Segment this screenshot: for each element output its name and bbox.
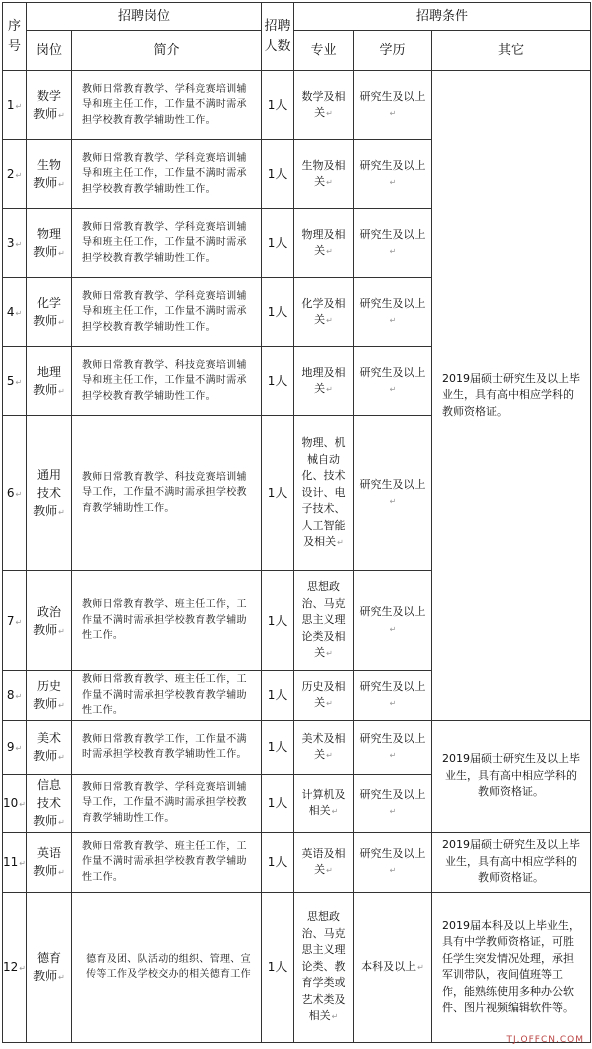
header-other: 其它 bbox=[432, 31, 591, 71]
row-number: 7↵ bbox=[3, 571, 27, 671]
other-requirement-group-1: 2019届硕士研究生及以上毕业生，具有高中相应学科的教师资格证。 bbox=[432, 71, 591, 721]
education-requirement: 研究生及以上↵ bbox=[354, 832, 432, 892]
recruit-count: 1人 bbox=[262, 892, 294, 1042]
post-name: 政治教师↵ bbox=[27, 571, 72, 671]
row-number: 5↵ bbox=[3, 347, 27, 416]
paragraph-mark: ↵ bbox=[15, 744, 23, 753]
recruit-count: 1人 bbox=[262, 278, 294, 347]
row-number: 12↵ bbox=[3, 892, 27, 1042]
post-description: 教师日常教育教学、班主任工作，工作量不满时需承担学校教育教学辅助性工作。 bbox=[72, 671, 262, 721]
paragraph-mark: ↵ bbox=[58, 508, 65, 517]
education-requirement: 本科及以上↵ bbox=[354, 892, 432, 1042]
major-requirement: 物理、机械自动化、技术设计、电子技术、人工智能及相关↵ bbox=[294, 416, 354, 571]
post-name: 通用技术教师↵ bbox=[27, 416, 72, 571]
header-intro: 简介 bbox=[72, 31, 262, 71]
education-requirement: 研究生及以上↵ bbox=[354, 571, 432, 671]
education-requirement: 研究生及以上↵ bbox=[354, 671, 432, 721]
post-description: 教师日常教育教学、科技竞赛培训辅导工作，工作量不满时需承担学校教育教学辅助性工作。 bbox=[72, 416, 262, 571]
row-number: 6↵ bbox=[3, 416, 27, 571]
row-number: 8↵ bbox=[3, 671, 27, 721]
paragraph-mark: ↵ bbox=[15, 378, 23, 387]
paragraph-mark: ↵ bbox=[15, 692, 23, 702]
paragraph-mark: ↵ bbox=[389, 699, 397, 709]
major-requirement: 思想政治、马克思主义理论类、教育学类或艺术类及相关↵ bbox=[294, 892, 354, 1042]
table-row bbox=[3, 71, 591, 140]
education-requirement: 研究生及以上↵ bbox=[354, 347, 432, 416]
recruit-count: 1人 bbox=[262, 832, 294, 892]
education-requirement: 研究生及以上↵ bbox=[354, 774, 432, 832]
table-row bbox=[3, 892, 591, 1042]
paragraph-mark: ↵ bbox=[389, 178, 397, 187]
paragraph-mark: ↵ bbox=[19, 800, 26, 809]
recruit-count: 1人 bbox=[262, 140, 294, 209]
header-count: 招聘人数 bbox=[262, 3, 294, 71]
row-number: 10↵ bbox=[3, 774, 27, 832]
post-name: 地理教师↵ bbox=[27, 347, 72, 416]
paragraph-mark: ↵ bbox=[389, 316, 397, 325]
row-number: 3↵ bbox=[3, 209, 27, 278]
major-requirement: 数学及相关↵ bbox=[294, 71, 354, 140]
table-row bbox=[3, 832, 591, 892]
post-name: 德育教师↵ bbox=[27, 892, 72, 1042]
paragraph-mark: ↵ bbox=[15, 240, 23, 249]
paragraph-mark: ↵ bbox=[326, 699, 333, 709]
paragraph-mark: ↵ bbox=[389, 385, 397, 394]
education-requirement: 研究生及以上↵ bbox=[354, 720, 432, 774]
recruit-count: 1人 bbox=[262, 416, 294, 571]
other-requirement-group-4: 2019届本科及以上毕业生，具有中学教师资格证，可胜任学生突发情况处理，承担军训带队，夜间值班等工作，能熟练使用多种办公软件、图片视频编辑软件等。 bbox=[432, 892, 591, 1042]
major-requirement: 历史及相关↵ bbox=[294, 671, 354, 721]
paragraph-mark: ↵ bbox=[15, 309, 23, 318]
paragraph-mark: ↵ bbox=[326, 109, 333, 118]
education-requirement: 研究生及以上↵ bbox=[354, 278, 432, 347]
header-conditions: 招聘条件 bbox=[294, 3, 591, 31]
other-requirement-group-3: 2019届硕士研究生及以上毕业生，具有高中相应学科的教师资格证。 bbox=[432, 832, 591, 892]
row-number: 2↵ bbox=[3, 140, 27, 209]
post-description: 教师日常教育教学、学科竞赛培训辅导和班主任工作，工作量不满时需承担学校教育教学辅助性工作。 bbox=[72, 278, 262, 347]
post-name: 美术教师↵ bbox=[27, 720, 72, 774]
post-name: 生物教师↵ bbox=[27, 140, 72, 209]
paragraph-mark: ↵ bbox=[15, 617, 23, 627]
paragraph-mark: ↵ bbox=[58, 868, 65, 877]
paragraph-mark: ↵ bbox=[389, 109, 397, 118]
paragraph-mark: ↵ bbox=[337, 538, 344, 548]
paragraph-mark: ↵ bbox=[326, 385, 333, 394]
post-description: 教师日常教育教学、学科竞赛培训辅导和班主任工作，工作量不满时需承担学校教育教学辅助性工作。 bbox=[72, 71, 262, 140]
paragraph-mark: ↵ bbox=[331, 807, 339, 816]
paragraph-mark: ↵ bbox=[326, 751, 333, 760]
major-requirement: 地理及相关↵ bbox=[294, 347, 354, 416]
recruit-count: 1人 bbox=[262, 209, 294, 278]
paragraph-mark: ↵ bbox=[389, 624, 397, 634]
post-name: 物理教师↵ bbox=[27, 209, 72, 278]
paragraph-mark: ↵ bbox=[19, 964, 26, 973]
table-row bbox=[3, 720, 591, 774]
major-requirement: 计算机及相关↵ bbox=[294, 774, 354, 832]
paragraph-mark: ↵ bbox=[58, 180, 65, 189]
major-requirement: 思想政治、马克思主义理论类及相关↵ bbox=[294, 571, 354, 671]
paragraph-mark: ↵ bbox=[58, 626, 65, 636]
major-requirement: 美术及相关↵ bbox=[294, 720, 354, 774]
paragraph-mark: ↵ bbox=[58, 973, 65, 982]
recruitment-table bbox=[2, 2, 591, 1043]
post-description: 教师日常教育教学、学科竞赛培训辅导和班主任工作，工作量不满时需承担学校教育教学辅助性工作。 bbox=[72, 209, 262, 278]
paragraph-mark: ↵ bbox=[389, 247, 397, 256]
post-name: 英语教师↵ bbox=[27, 832, 72, 892]
education-requirement: 研究生及以上↵ bbox=[354, 140, 432, 209]
row-number: 9↵ bbox=[3, 720, 27, 774]
post-description: 德育及团、队活动的组织、管理、宣传等工作及学校交办的相关德育工作 bbox=[72, 892, 262, 1042]
post-description: 教师日常教育教学、学科竞赛培训辅导和班主任工作，工作量不满时需承担学校教育教学辅助性工作。 bbox=[72, 140, 262, 209]
paragraph-mark: ↵ bbox=[389, 751, 397, 760]
recruit-count: 1人 bbox=[262, 71, 294, 140]
paragraph-mark: ↵ bbox=[58, 111, 65, 120]
recruit-count: 1人 bbox=[262, 571, 294, 671]
paragraph-mark: ↵ bbox=[58, 249, 65, 258]
paragraph-mark: ↵ bbox=[58, 387, 65, 396]
post-name: 信息技术教师↵ bbox=[27, 774, 72, 832]
recruit-count: 1人 bbox=[262, 720, 294, 774]
paragraph-mark: ↵ bbox=[389, 866, 397, 875]
paragraph-mark: ↵ bbox=[15, 171, 23, 180]
watermark: TJ.OFFCN.COM bbox=[506, 1035, 584, 1045]
row-number: 4↵ bbox=[3, 278, 27, 347]
major-requirement: 英语及相关↵ bbox=[294, 832, 354, 892]
post-description: 教师日常教育教学、科技竞赛培训辅导和班主任工作，工作量不满时需承担学校教育教学辅助性工作。 bbox=[72, 347, 262, 416]
paragraph-mark: ↵ bbox=[326, 247, 333, 256]
post-description: 教师日常教育教学、学科竞赛培训辅导工作，工作量不满时需承担学校教育教学辅助性工作。 bbox=[72, 774, 262, 832]
education-requirement: 研究生及以上↵ bbox=[354, 71, 432, 140]
paragraph-mark: ↵ bbox=[15, 490, 23, 499]
post-description: 教师日常教育教学、班主任工作，工作量不满时需承担学校教育教学辅助性工作。 bbox=[72, 571, 262, 671]
paragraph-mark: ↵ bbox=[326, 316, 333, 325]
paragraph-mark: ↵ bbox=[19, 859, 26, 868]
header-major: 专业 bbox=[294, 31, 354, 71]
paragraph-mark: ↵ bbox=[417, 962, 424, 972]
post-name: 数学教师↵ bbox=[27, 71, 72, 140]
row-number: 11↵ bbox=[3, 832, 27, 892]
paragraph-mark: ↵ bbox=[58, 818, 65, 827]
major-requirement: 物理及相关↵ bbox=[294, 209, 354, 278]
paragraph-mark: ↵ bbox=[58, 753, 65, 762]
header-post: 岗位 bbox=[27, 31, 72, 71]
paragraph-mark: ↵ bbox=[389, 807, 397, 816]
paragraph-mark: ↵ bbox=[15, 102, 23, 111]
header-education: 学历 bbox=[354, 31, 432, 71]
paragraph-mark: ↵ bbox=[331, 1012, 339, 1022]
education-requirement: 研究生及以上↵ bbox=[354, 416, 432, 571]
recruit-count: 1人 bbox=[262, 347, 294, 416]
major-requirement: 化学及相关↵ bbox=[294, 278, 354, 347]
recruit-count: 1人 bbox=[262, 671, 294, 721]
paragraph-mark: ↵ bbox=[326, 649, 333, 659]
header-recruit-post: 招聘岗位 bbox=[27, 3, 262, 31]
paragraph-mark: ↵ bbox=[326, 178, 333, 187]
recruit-count: 1人 bbox=[262, 774, 294, 832]
education-requirement: 研究生及以上↵ bbox=[354, 209, 432, 278]
post-description: 教师日常教育教学、班主任工作，工作量不满时需承担学校教育教学辅助性工作。 bbox=[72, 832, 262, 892]
major-requirement: 生物及相关↵ bbox=[294, 140, 354, 209]
paragraph-mark: ↵ bbox=[58, 701, 65, 711]
paragraph-mark: ↵ bbox=[389, 497, 397, 506]
paragraph-mark: ↵ bbox=[326, 866, 333, 875]
other-requirement-group-2: 2019届硕士研究生及以上毕业生，具有高中相应学科的教师资格证。 bbox=[432, 720, 591, 832]
post-description: 教师日常教育教学工作，工作量不满时需承担学校教育教学辅助性工作。 bbox=[72, 720, 262, 774]
row-number: 1↵ bbox=[3, 71, 27, 140]
post-name: 历史教师↵ bbox=[27, 671, 72, 721]
post-name: 化学教师↵ bbox=[27, 278, 72, 347]
paragraph-mark: ↵ bbox=[58, 318, 65, 327]
header-seq: 序号 bbox=[3, 3, 27, 71]
